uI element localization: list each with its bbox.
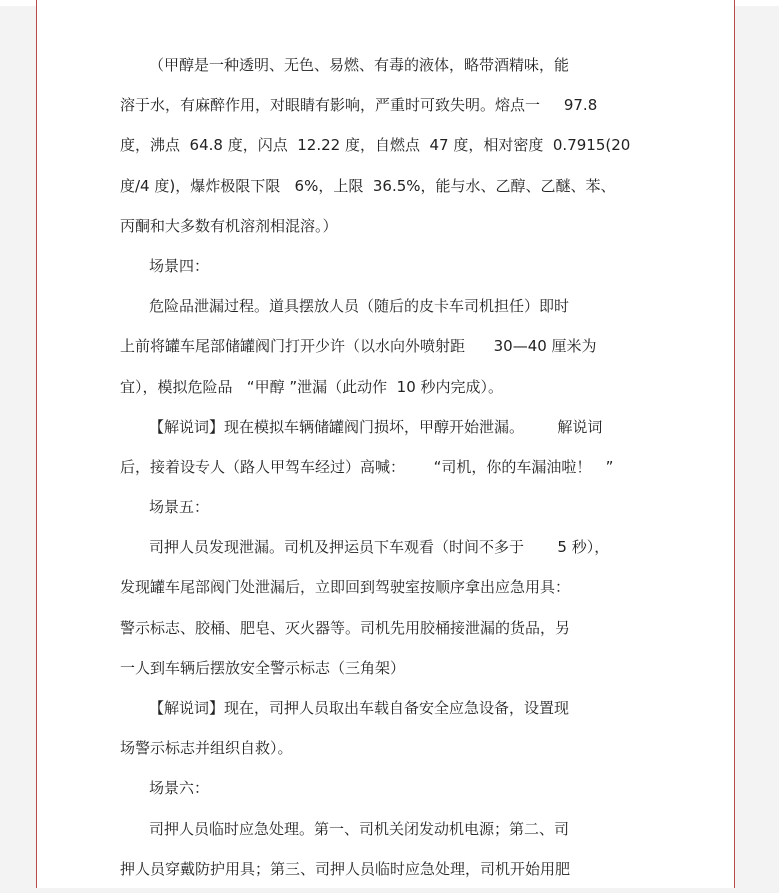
document-line: 危险品泄漏过程。道具摆放人员（随后的皮卡车司机担任）即时 [149, 297, 570, 316]
document-line: （甲醇是一种透明、无色、易燃、有毒的液体，略带酒精味，能 [149, 56, 570, 74]
document-line: 司押人员临时应急处理。第一、司机关闭发动机电源；第二、司 [149, 819, 570, 838]
document-line: 溶于水，有麻醉作用，对眼睛有影响，严重时可致失明。熔点一 97.8 [120, 96, 598, 115]
document-line: 【解说词】现在模拟车辆储罐阀门损坏，甲醇开始泄漏。 解说词 [149, 417, 603, 436]
document-line: 场景四： [149, 256, 210, 275]
document-line: 度，沸点 64.8 度，闪点 12.22 度，自燃点 47 度，相对密度 0.7915(20 [120, 136, 631, 155]
document-line: 司押人员发现泄漏。司机及押运员下车观看（时间不多于 5 秒）， [149, 538, 610, 557]
document-line: 场警示标志并组织自救）。 [120, 739, 293, 758]
document-line: 度/4 度)，爆炸极限下限 6%，上限 36.5%，能与水、乙醇、乙醚、苯、 [120, 176, 616, 195]
document-line: 上前将罐车尾部储罐阀门打开少许（以水向外喷射距 30—40 厘米为 [120, 337, 597, 356]
document-line: 一人到车辆后摆放安全警示标志（三角架） [120, 658, 406, 677]
document-line: 场景六： [149, 779, 210, 798]
document-line: 发现罐车尾部阀门处泄漏后，立即回到驾驶室按顺序拿出应急用具： [120, 578, 571, 597]
document-line: 丙酮和大多数有机溶剂相混溶。） [120, 216, 338, 235]
document-body [120, 49, 660, 893]
document-line: 【解说词】现在，司押人员取出车载自备安全应急设备，设置现 [149, 699, 570, 717]
document-line: 押人员穿戴防护用具；第三、司押人员临时应急处理，司机开始用肥 [120, 859, 571, 878]
document-page [36, 0, 735, 888]
document-line: 警示标志、胶桶、肥皂、灭火器等。司机先用胶桶接泄漏的货品，另 [120, 618, 571, 637]
document-line: 后，接着设专人（路人甲驾车经过）高喊： “司机，你的车漏油啦！ ” [120, 457, 614, 476]
document-line: 场景五： [149, 498, 210, 517]
document-line: 宜），模拟危险品 “甲醇 ”泄漏（此动作 10 秒内完成）。 [120, 377, 504, 396]
